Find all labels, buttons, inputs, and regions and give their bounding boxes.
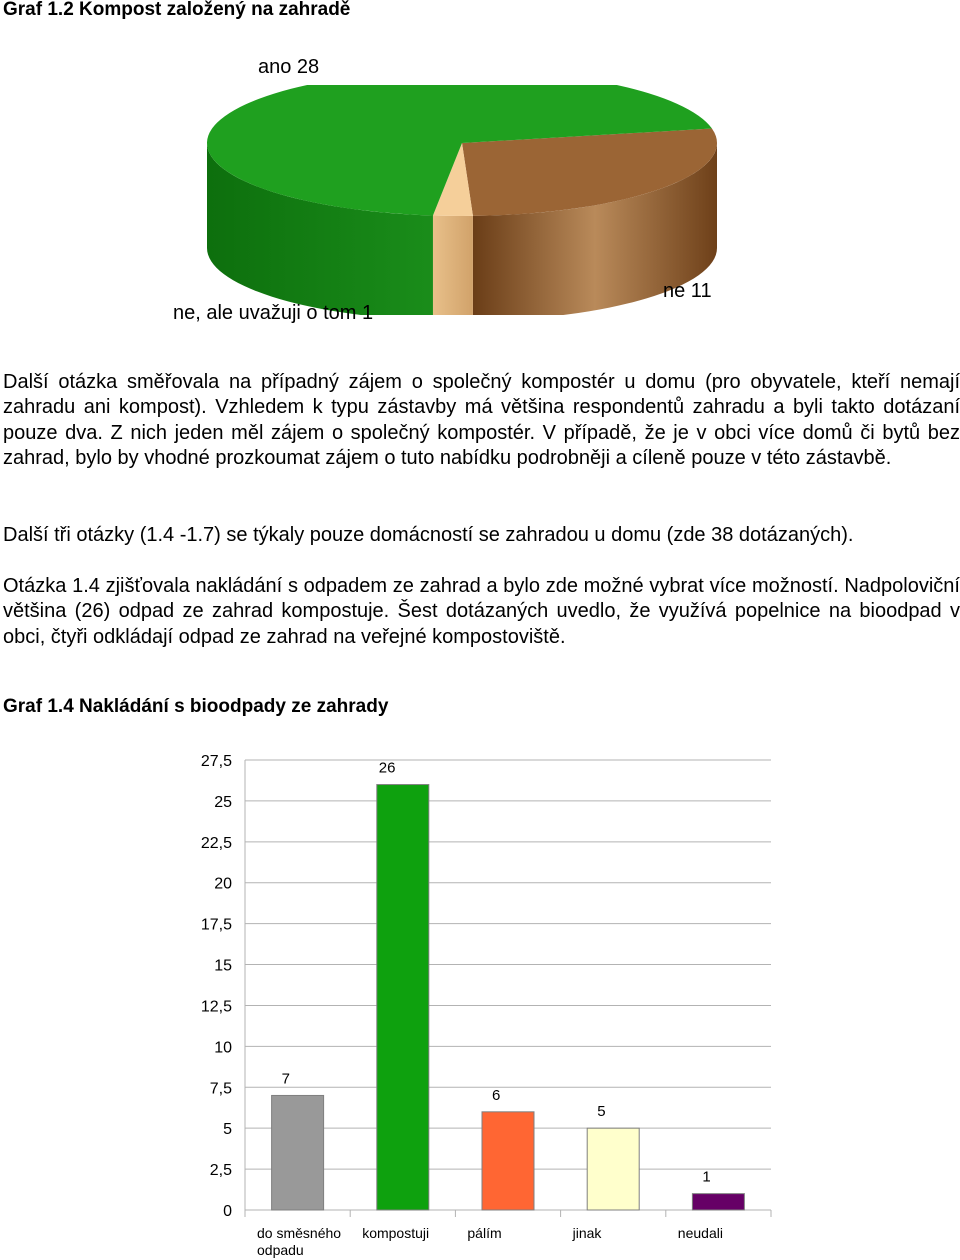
x-category-label: pálím bbox=[467, 1225, 502, 1241]
bar-1 bbox=[377, 785, 429, 1210]
y-tick-label: 5 bbox=[223, 1121, 232, 1139]
pie-label-ano: ano 28 bbox=[258, 56, 320, 78]
graph1-heading: Graf 1.2 Kompost založený na zahradě bbox=[3, 0, 351, 20]
x-category-label: do směsného bbox=[257, 1225, 342, 1241]
paragraph-shared-composter: Další otázka směřovala na případný zájem o společný kompostér u domu (pro obyvatele, kteří nemají zahradu ani kompost). Vzhledem k typu zástavby má většina respondentů zahradu a byli takto dotázaní pouze dva. Z nich jeden měl zájem o společný kompostér. V případě, že je v obci více domů či bytů bez zahrad, bylo by vhodné prozkoumat zájem o tuto nabídku podrobněji a cíleně pouze v této zástavbě. bbox=[3, 371, 960, 470]
bar-chart bbox=[0, 740, 960, 1260]
y-tick-label: 2,5 bbox=[209, 1162, 232, 1180]
y-tick-label: 17,5 bbox=[200, 916, 232, 934]
bar-3 bbox=[587, 1128, 639, 1210]
y-tick-label: 20 bbox=[214, 875, 232, 893]
y-tick-label: 25 bbox=[214, 793, 232, 811]
x-category-label: odpadu bbox=[257, 1242, 304, 1258]
bar-4 bbox=[692, 1194, 744, 1210]
x-category-label: kompostuji bbox=[362, 1225, 430, 1241]
paragraph-waste-handling: Otázka 1.4 zjišťovala nakládání s odpadem ze zahrad a bylo zde možné vybrat více možností. Nadpoloviční většina (26) odpad ze zahrad kompostuje. Šest dotázaných uvedlo, že využívá popelnice na bioodpad v obci, čtyři odkládají odpad ze zahrad na veřejné kompostoviště. bbox=[3, 575, 960, 648]
bar-0 bbox=[272, 1095, 324, 1210]
pie-label-ne: ne 11 bbox=[663, 280, 712, 302]
y-tick-label: 15 bbox=[214, 957, 232, 975]
bar-value-label: 6 bbox=[492, 1086, 501, 1104]
bar-value-label: 26 bbox=[378, 759, 396, 777]
pie-chart bbox=[200, 85, 740, 315]
bar-2 bbox=[482, 1112, 534, 1210]
bar-value-label: 5 bbox=[597, 1103, 606, 1121]
x-category-label: neudali bbox=[677, 1225, 723, 1241]
y-tick-label: 7,5 bbox=[209, 1080, 232, 1098]
paragraph-next-questions: Další tři otázky (1.4 -1.7) se týkaly pouze domácností se zahradou u domu (zde 38 dotázaných). bbox=[3, 524, 854, 546]
bar-value-label: 7 bbox=[281, 1070, 290, 1088]
pie-label-uvazuji: ne, ale uvažuji o tom 1 bbox=[173, 302, 374, 324]
bar-value-label: 1 bbox=[702, 1168, 711, 1186]
pie-side-ne--ale-uva-uji-o-tom bbox=[433, 216, 473, 315]
y-tick-label: 27,5 bbox=[200, 753, 232, 770]
y-tick-label: 10 bbox=[214, 1039, 232, 1057]
x-category-label: jinak bbox=[572, 1225, 602, 1241]
graph2-heading: Graf 1.4 Nakládání s bioodpady ze zahrady bbox=[3, 696, 389, 717]
y-tick-label: 12,5 bbox=[200, 998, 232, 1016]
y-tick-label: 0 bbox=[223, 1203, 232, 1220]
y-tick-label: 22,5 bbox=[200, 834, 232, 852]
